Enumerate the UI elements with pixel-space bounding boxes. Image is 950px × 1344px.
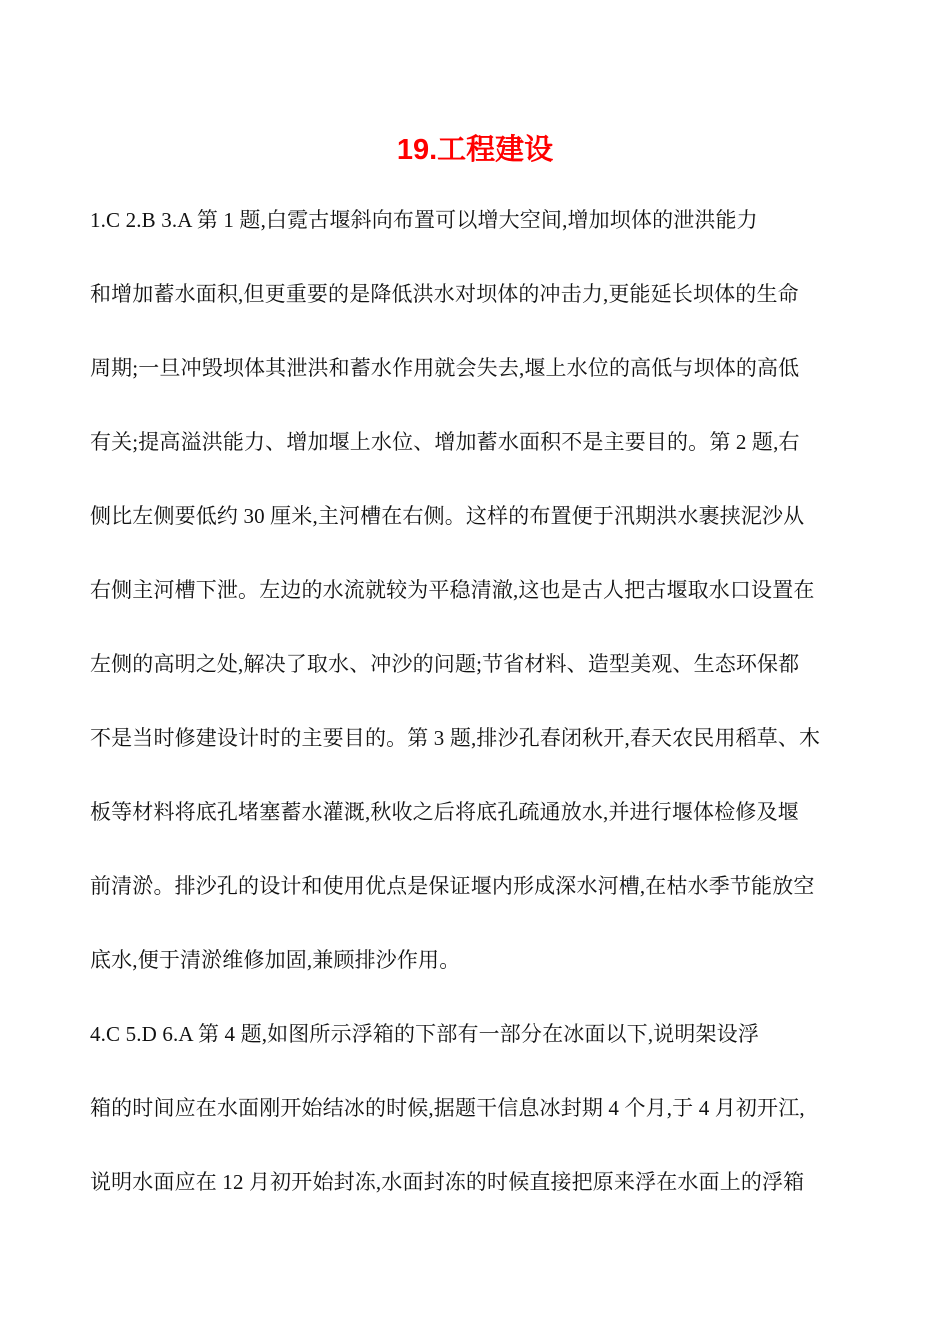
page-title: 19.工程建设 (396, 134, 554, 166)
text-line: 右侧主河槽下泄。左边的水流就较为平稳清澈,这也是古人把古堰取水口设置在 (90, 578, 815, 602)
text-line: 4.C 5.D 6.A 第 4 题,如图所示浮箱的下部有一部分在冰面以下,说明架设浮 (90, 1022, 759, 1046)
text-line: 前清淤。排沙孔的设计和使用优点是保证堰内形成深水河槽,在枯水季节能放空 (90, 874, 815, 898)
text-line: 底水,便于清淤维修加固,兼顾排沙作用。 (90, 948, 461, 972)
text-line: 板等材料将底孔堵塞蓄水灌溉,秋收之后将底孔疏通放水,并进行堰体检修及堰 (90, 800, 799, 824)
text-line: 有关;提高溢洪能力、增加堰上水位、增加蓄水面积不是主要目的。第 2 题,右 (90, 430, 800, 454)
text-line: 侧比左侧要低约 30 厘米,主河槽在右侧。这样的布置便于汛期洪水裹挟泥沙从 (90, 504, 805, 528)
answer-text (90, 196, 865, 1232)
text-line: 说明水面应在 12 月初开始封冻,水面封冻的时候直接把原来浮在水面上的浮箱 (90, 1170, 805, 1194)
text-line: 箱的时间应在水面刚开始结冰的时候,据题干信息冰封期 4 个月,于 4 月初开江, (90, 1096, 805, 1120)
text-line: 1.C 2.B 3.A 第 1 题,白霓古堰斜向布置可以增大空间,增加坝体的泄洪能力 (90, 208, 758, 232)
text-line: 左侧的高明之处,解决了取水、冲沙的问题;节省材料、造型美观、生态环保都 (90, 652, 800, 676)
text-line: 和增加蓄水面积,但更重要的是降低洪水对坝体的冲击力,更能延长坝体的生命 (90, 282, 799, 306)
text-line: 周期;一旦冲毁坝体其泄洪和蓄水作用就会失去,堰上水位的高低与坝体的高低 (90, 356, 800, 380)
text-line: 不是当时修建设计时的主要目的。第 3 题,排沙孔春闭秋开,春天农民用稻草、木 (90, 726, 821, 750)
